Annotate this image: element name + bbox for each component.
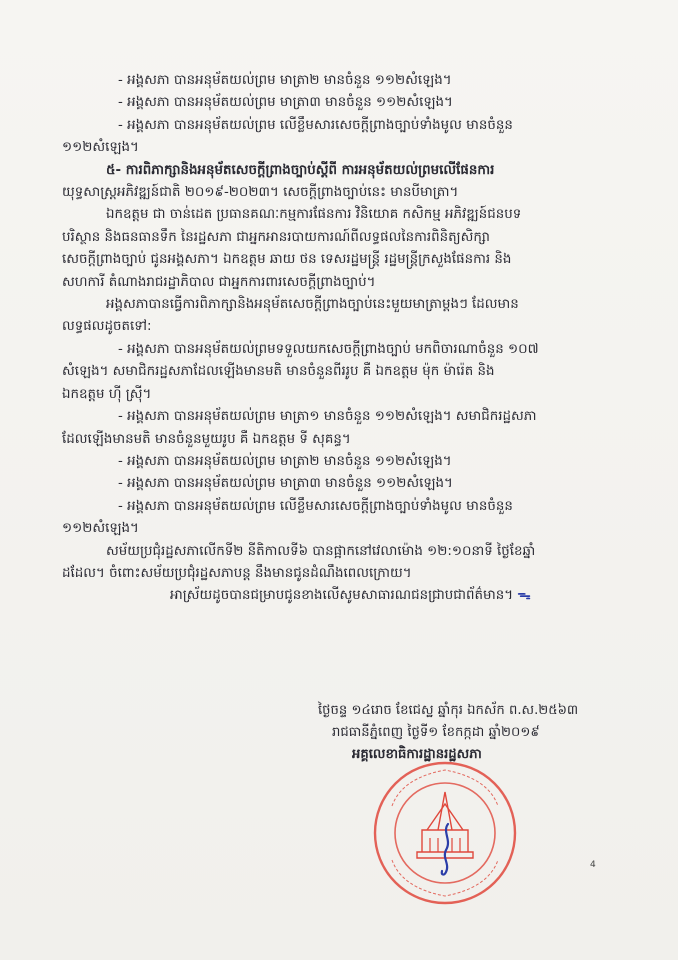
- text-line: - អង្គសភា បានអនុម័តយល់ព្រម មាត្រា៣ មានចំនួន ១១២សំឡេង។: [118, 95, 453, 111]
- signature-block: [318, 700, 618, 766]
- text-line: ១១២សំឡេង។: [62, 140, 139, 156]
- closing-text: អាស្រ័យដូចបានជម្រាបជូនខាងលើសូមសាធារណជនជ្រាបជាព័ត៌មាន។: [170, 588, 514, 604]
- text-line: - អង្គសភា បានអនុម័តយល់ព្រម មាត្រា៣ មានចំនួន ១១២សំឡេង។: [118, 476, 453, 492]
- text-line: - អង្គសភា បានអនុម័តយល់ព្រម លើខ្លឹមសារសេចក្តីព្រាងច្បាប់ទាំងមូល មានចំនួន: [118, 498, 513, 514]
- text-line: សហការី តំណាងរាជរដ្ឋាភិបាល ជាអ្នកការពារសេចក្តីព្រាងច្បាប់។: [62, 274, 376, 290]
- text-line: - អង្គសភា បានអនុម័តយល់ព្រម លើខ្លឹមសារសេចក្តីព្រាងច្បាប់ទាំងមូល មានចំនួន: [118, 117, 513, 133]
- date-lunar: ថ្ងៃចន្ទ ១៤រោច ខែជេស្ឋ ឆ្នាំកុរ ឯកស័ក ព.ស.២៥៦៣: [318, 703, 579, 718]
- text-line: ១១២សំឡេង។: [62, 521, 139, 537]
- official-seal-icon: [372, 760, 518, 906]
- date-solar: រាជធានីភ្នំពេញ ថ្ងៃទី១ ខែកក្កដា ឆ្នាំ២០១៩: [332, 725, 540, 740]
- initial-mark-icon: ᯓ: [517, 588, 531, 604]
- text-line: - អង្គសភា បានអនុម័តយល់ព្រម មាត្រា២ មានចំនួន ១១២សំឡេង។: [118, 73, 452, 88]
- text-line: សម័យប្រជុំរដ្ឋសភាលើកទី២ នីតិកាលទី៦ បានផ្អាកនៅវេលាម៉ោង ១២:១០នាទី ថ្ងៃខែឆ្នាំ: [106, 543, 536, 559]
- text-line: បរិស្ថាន និងធនធានទឹក នៃរដ្ឋសភា ជាអ្នកអានរបាយការណ៍ពីលទ្ធផលនៃការពិនិត្យសិក្សា: [62, 229, 490, 245]
- page-number: 4: [590, 860, 596, 870]
- text-line: - អង្គសភា បានអនុម័តយល់ព្រមទទួលយកសេចក្តីព្រាងច្បាប់ មកពិចារណាចំនួន ១០៧: [118, 341, 539, 357]
- text-line: លទ្ធផលដូចតទៅ:: [62, 319, 152, 335]
- text-line: យុទ្ធសាស្ត្រអភិវឌ្ឍន៍ជាតិ ២០១៩-២០២៣។ សេចក្តីព្រាងច្បាប់នេះ មានបីមាត្រា។: [62, 185, 459, 201]
- text-line: - អង្គសភា បានអនុម័តយល់ព្រម មាត្រា២ មានចំនួន ១១២សំឡេង។: [118, 453, 452, 469]
- text-line: ដែលឡើងមានមតិ មានចំនួនមួយរូប គឺ ឯកឧត្តម ទី សុគន្ធ។: [62, 431, 351, 447]
- text-line: សំឡេង។ សមាជិករដ្ឋសភាដែលឡើងមានមតិ មានចំនួនពីររូប គឺ ឯកឧត្តម ម៉ុក ម៉ារ៉េត និង: [62, 364, 495, 380]
- text-line: - អង្គសភា បានអនុម័តយល់ព្រម មាត្រា១ មានចំនួន ១១២សំឡេង។ សមាជិករដ្ឋសភា: [118, 409, 537, 425]
- text-line: សេចក្តីព្រាងច្បាប់ ជូនអង្គសភា។ ឯកឧត្តម ឆាយ ថន ទេសរដ្ឋមន្ត្រី រដ្ឋមន្ត្រីក្រសួងផែនការ និង: [62, 252, 512, 268]
- text-line: អង្គសភាបានធ្វើការពិភាក្សានិងអនុម័តសេចក្តីព្រាងច្បាប់នេះមួយមាត្រាម្តងៗ ដែលមាន: [106, 297, 519, 313]
- text-line: ឯកឧត្តម ជា ចាន់ដេត ប្រធានគណៈកម្មការផែនការ វិនិយោគ កសិកម្ម អភិវឌ្ឍន៍ជនបទ: [106, 207, 522, 223]
- section-heading: ៥- ការពិភាក្សានិងអនុម័តសេចក្តីព្រាងច្បាប់ស្តីពី ការអនុម័តយល់ព្រមលើផែនការ: [106, 162, 495, 178]
- issuing-office: អគ្គលេខាធិការដ្ឋានរដ្ឋសភា: [352, 747, 482, 762]
- text-line: ឯកឧត្តម ហ៊ី ស្រ៊ី។: [62, 386, 152, 402]
- document-body: [62, 70, 622, 608]
- text-line: ដដែល។ ចំពោះសម័យប្រជុំរដ្ឋសភាបន្ត នឹងមានជូនដំណឹងពេលក្រោយ។: [62, 565, 412, 581]
- closing-line: [62, 585, 622, 607]
